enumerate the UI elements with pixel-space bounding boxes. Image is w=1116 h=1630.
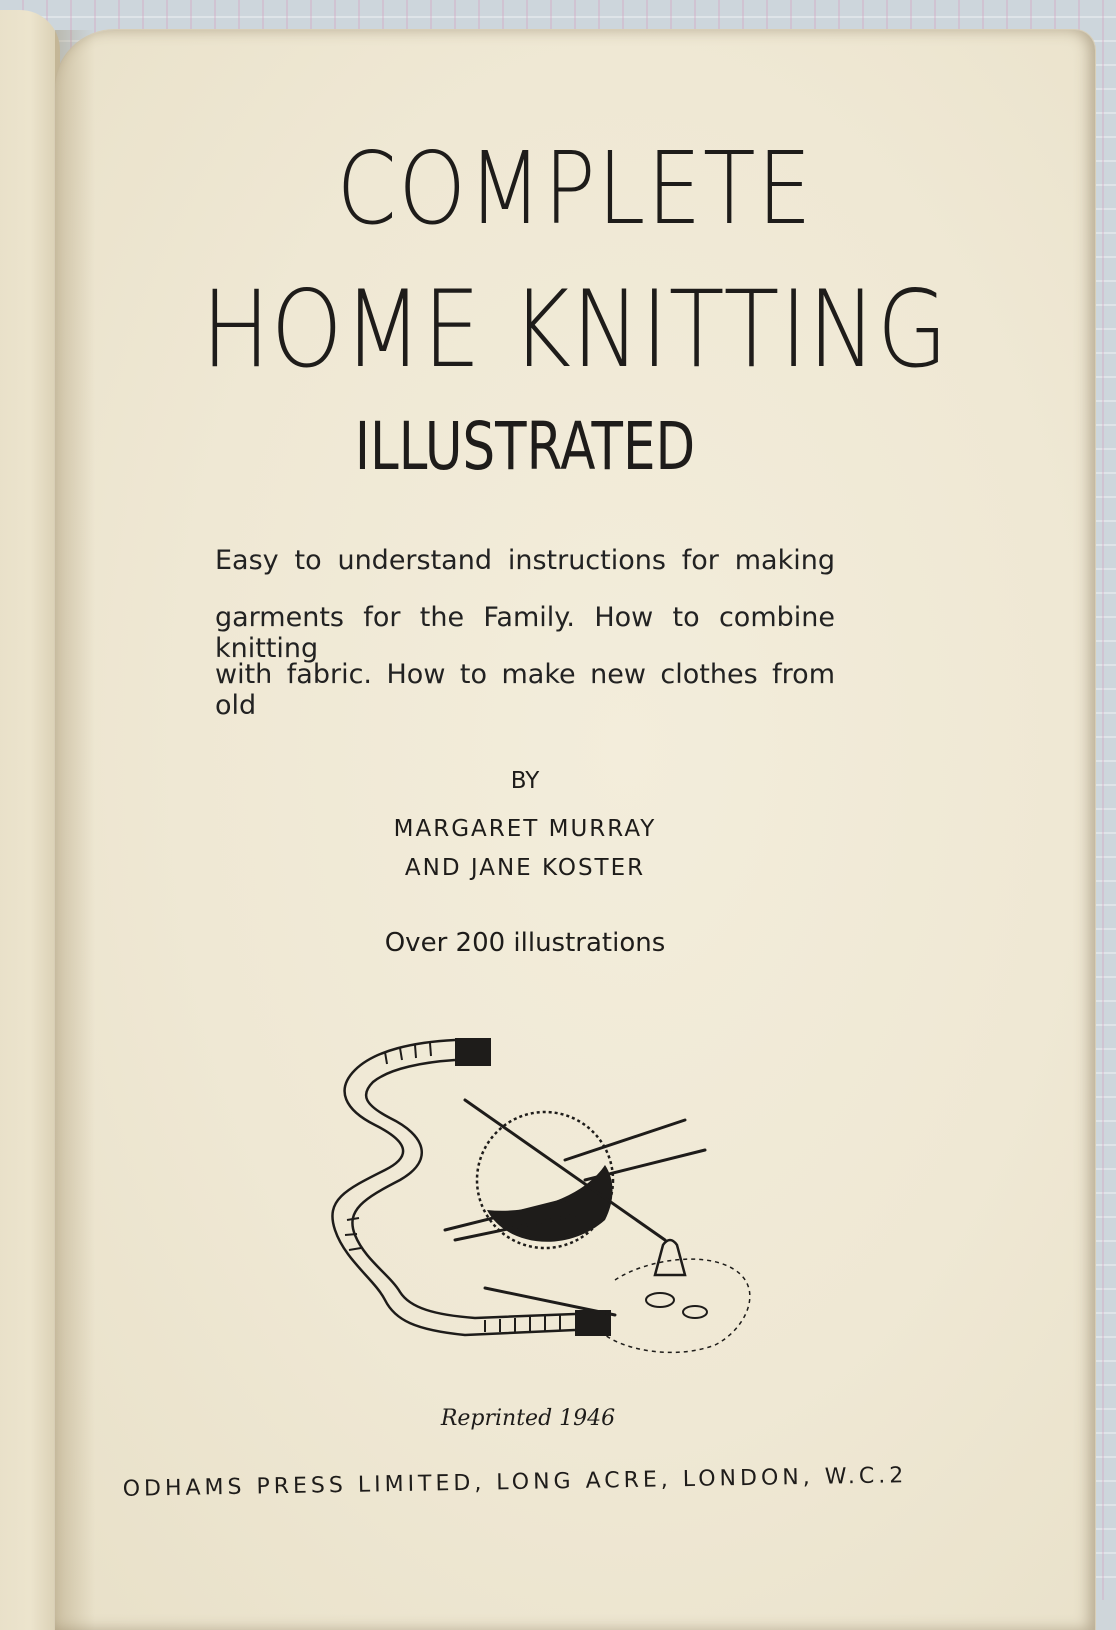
title-line-3: ILLUSTRATED [354,408,696,485]
title-line-2: HOME KNITTING [201,268,949,391]
description-line-1: Easy to understand instructions for making [215,545,835,576]
byline: BY [510,768,540,794]
title-line-1: COMPLETE [336,130,814,247]
reprint-note: Reprinted 1946 [440,1406,616,1431]
knitting-illustration [265,1030,765,1370]
illustrations-note: Over 200 illustrations [384,928,666,958]
title-page [55,30,1095,1630]
publisher-imprint: ODHAMS PRESS LIMITED, LONG ACRE, LONDON, W.C.2 [122,1463,908,1502]
author-line-2: AND JANE KOSTER [404,855,646,881]
author-line-1: MARGARET MURRAY [393,816,657,842]
left-page-edge [0,10,60,1630]
description-line-3: with fabric. How to make new clothes from old [215,659,835,721]
description-line-2: garments for the Family. How to combine knitting [215,602,835,664]
